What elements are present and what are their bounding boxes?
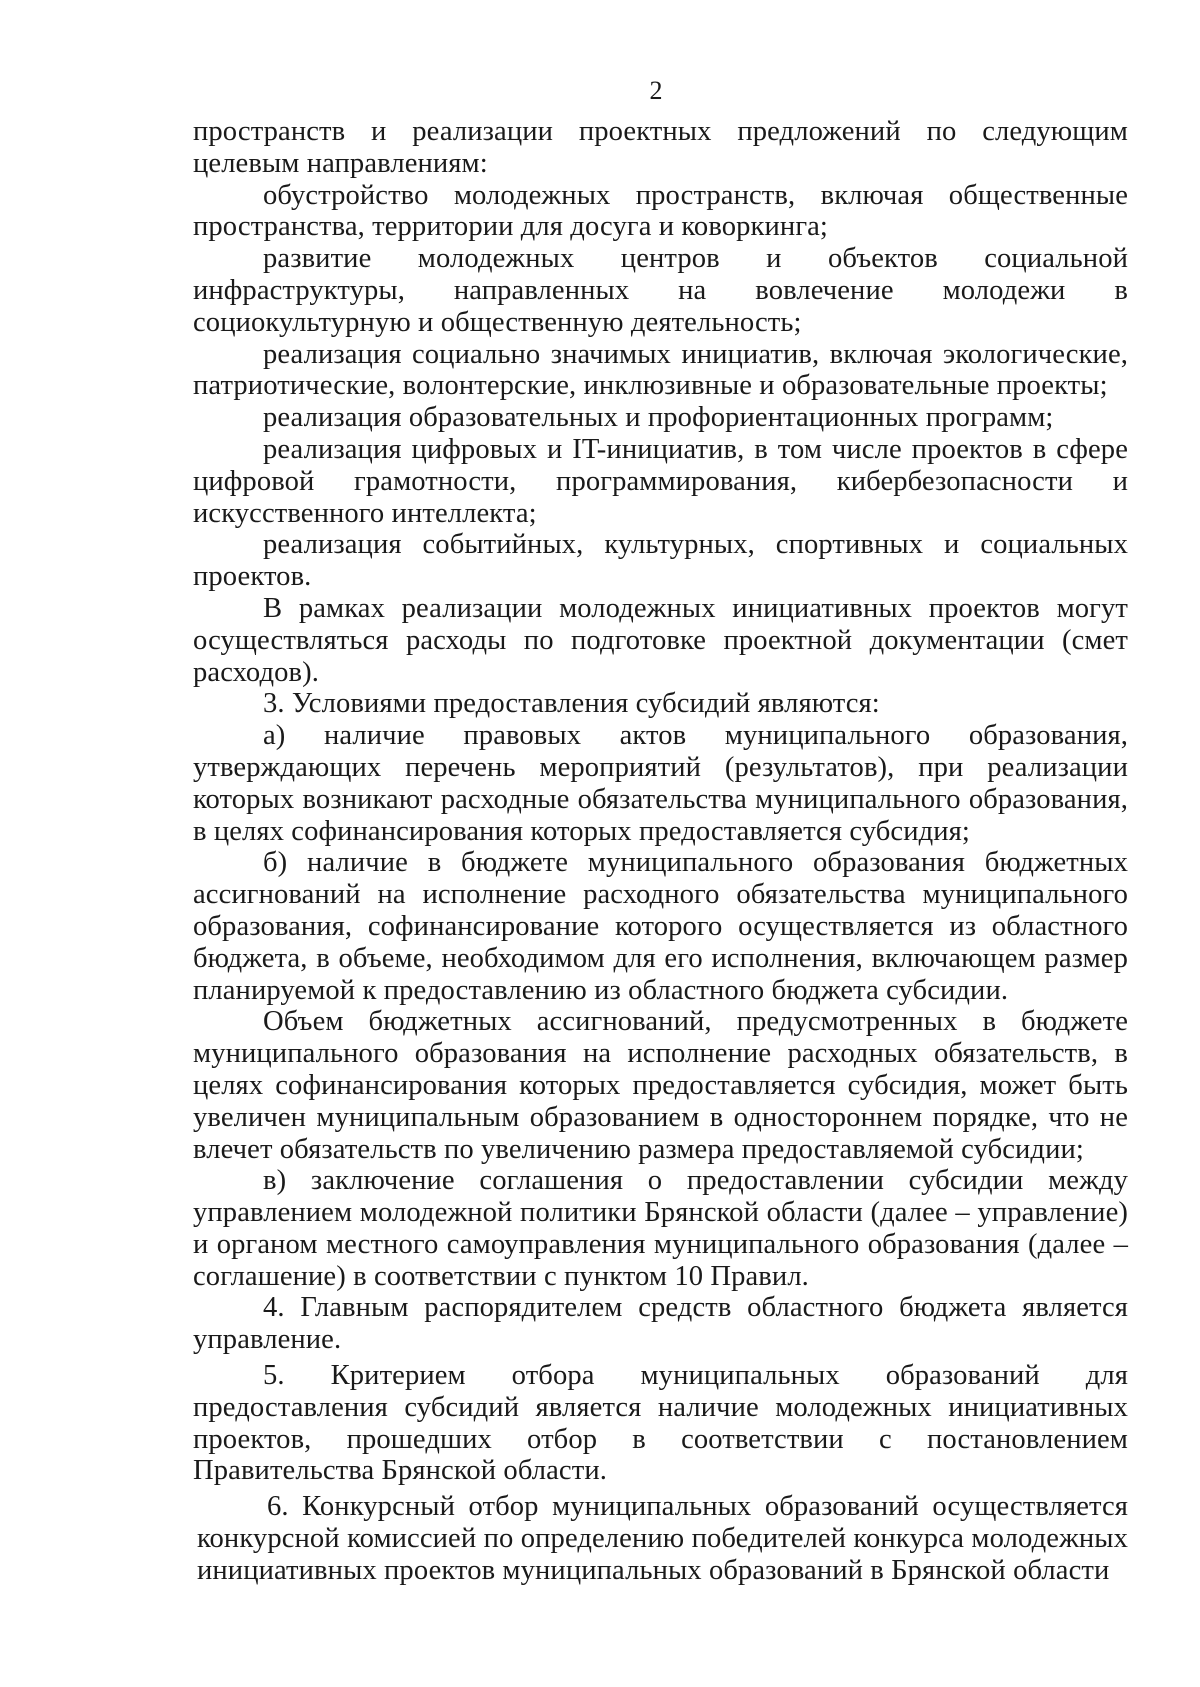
list-item-social-initiatives: реализация социально значимых инициатив, включая экологические, патриотические, волонтерские, инклюзивные и образовательные проекты; (193, 338, 1128, 402)
section-6: 6. Конкурсный отбор муниципальных образований осуществляется конкурсной комиссией по определению победителей конкурса молодежных инициативных проектов муниципальных образований в Брянской области (197, 1491, 1128, 1586)
condition-b: б) наличие в бюджете муниципального образования бюджетных ассигнований на исполнение расходного обязательства муниципального образования, софинансирование которого осуществляется из областного бюджета, в объеме, необходимом для его исполнения, включающем размер планируемой к предоставлению из областного бюджета субсидии. (193, 847, 1128, 1006)
list-item-it-initiatives: реализация цифровых и IT-инициатив, в том числе проектов в сфере цифровой грамотности, программирования, кибербезопасности и искусственного интеллекта; (193, 433, 1128, 529)
list-item-events-projects: реализация событийных, культурных, спортивных и социальных проектов. (193, 529, 1128, 593)
paragraph-continuation: пространств и реализации проектных предложений по следующим целевым направлениям: (193, 116, 1128, 179)
section-5: 5. Критерием отбора муниципальных образований для предоставления субсидий является наличие молодежных инициативных проектов, прошедших отбор в соответствии с постановлением Правительства Брянской области. (193, 1360, 1128, 1487)
list-item-youth-centers: развитие молодежных центров и объектов социальной инфраструктуры, направленных на вовлечение молодежи в социокультурную и общественную деятельность; (193, 243, 1128, 338)
list-item-public-spaces: обустройство молодежных пространств, включая общественные пространства, территории для досуга и коворкинга; (193, 179, 1128, 243)
condition-a: а) наличие правовых актов муниципального образования, утверждающих перечень мероприятий (результатов), при реализации которых возникают расходные обязательства муниципального образования, в целях софинансирования которых предоставляется субсидия; (193, 720, 1128, 847)
condition-v: в) заключение соглашения о предоставлении субсидии между управлением молодежной политики Брянской области (далее – управление) и органом местного самоуправления муниципального образования (далее – соглашение) в соответствии с пунктом 10 Правил. (193, 1165, 1128, 1292)
list-item-education-programs: реализация образовательных и профориентационных программ; (263, 402, 1054, 434)
document-body (193, 116, 1128, 1587)
page-number: 2 (649, 76, 663, 105)
paragraph-budget-volume: Объем бюджетных ассигнований, предусмотренных в бюджете муниципального образования на исполнение расходных обязательств, в целях софинансирования которых предоставляется субсидия, может быть увеличен муниципальным образованием в одностороннем порядке, что не влечет обязательств по увеличению размера предоставляемой субсидии; (193, 1006, 1128, 1165)
section-4: 4. Главным распорядителем средств областного бюджета является управление. (193, 1292, 1128, 1356)
paragraph-expenses: В рамках реализации молодежных инициативных проектов могут осуществляться расходы по подготовке проектной документации (смет расходов). (193, 592, 1128, 688)
section-3-heading: 3. Условиями предоставления субсидий являются: (263, 688, 880, 720)
